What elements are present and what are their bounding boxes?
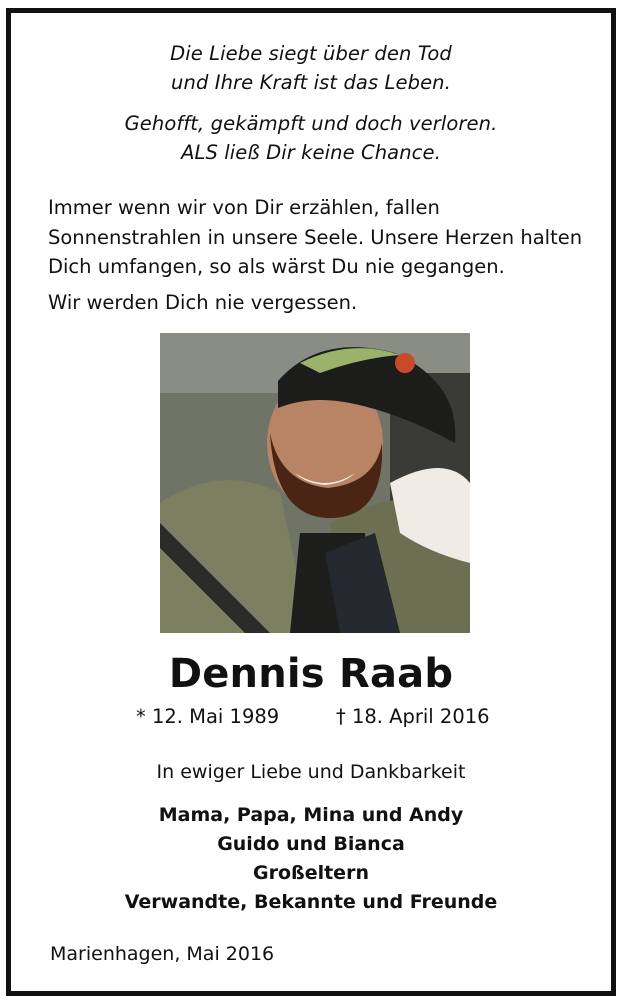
family-list	[11, 801, 611, 917]
thanks-line: In ewiger Liebe und Dankbarkeit	[156, 761, 466, 783]
deceased-name: Dennis Raab	[168, 651, 454, 697]
family-line: Guido und Bianca	[217, 833, 405, 855]
portrait-illustration	[160, 333, 470, 633]
verse-1-line-1: Die Liebe siegt über den Tod	[170, 42, 452, 65]
obituary-card	[6, 8, 616, 996]
family-line: Verwandte, Bekannte und Freunde	[124, 891, 498, 913]
family-line: Großeltern	[253, 862, 369, 884]
memorial-paragraph: Immer wenn wir von Dir erzählen, fallen Sonnenstrahlen in unsere Seele. Unsere Herzen halten Dich umfangen, so als wärst Du nie gegangen.	[48, 196, 583, 278]
verse-1	[11, 39, 611, 97]
portrait-photo	[160, 333, 470, 633]
family-line: Mama, Papa, Mina und Andy	[158, 804, 464, 826]
death-date: † 18. April 2016	[336, 705, 490, 728]
verse-1-line-2: und Ihre Kraft ist das Leben.	[171, 71, 451, 94]
verse-2-line-1: Gehofft, gekämpft und doch verloren.	[124, 112, 498, 135]
birth-date: * 12. Mai 1989	[136, 705, 280, 728]
closing-line: Wir werden Dich nie vergessen.	[48, 291, 358, 314]
verse-2	[11, 109, 611, 167]
verse-2-line-2: ALS ließ Dir keine Chance.	[181, 141, 441, 164]
place-and-date: Marienhagen, Mai 2016	[50, 943, 275, 965]
